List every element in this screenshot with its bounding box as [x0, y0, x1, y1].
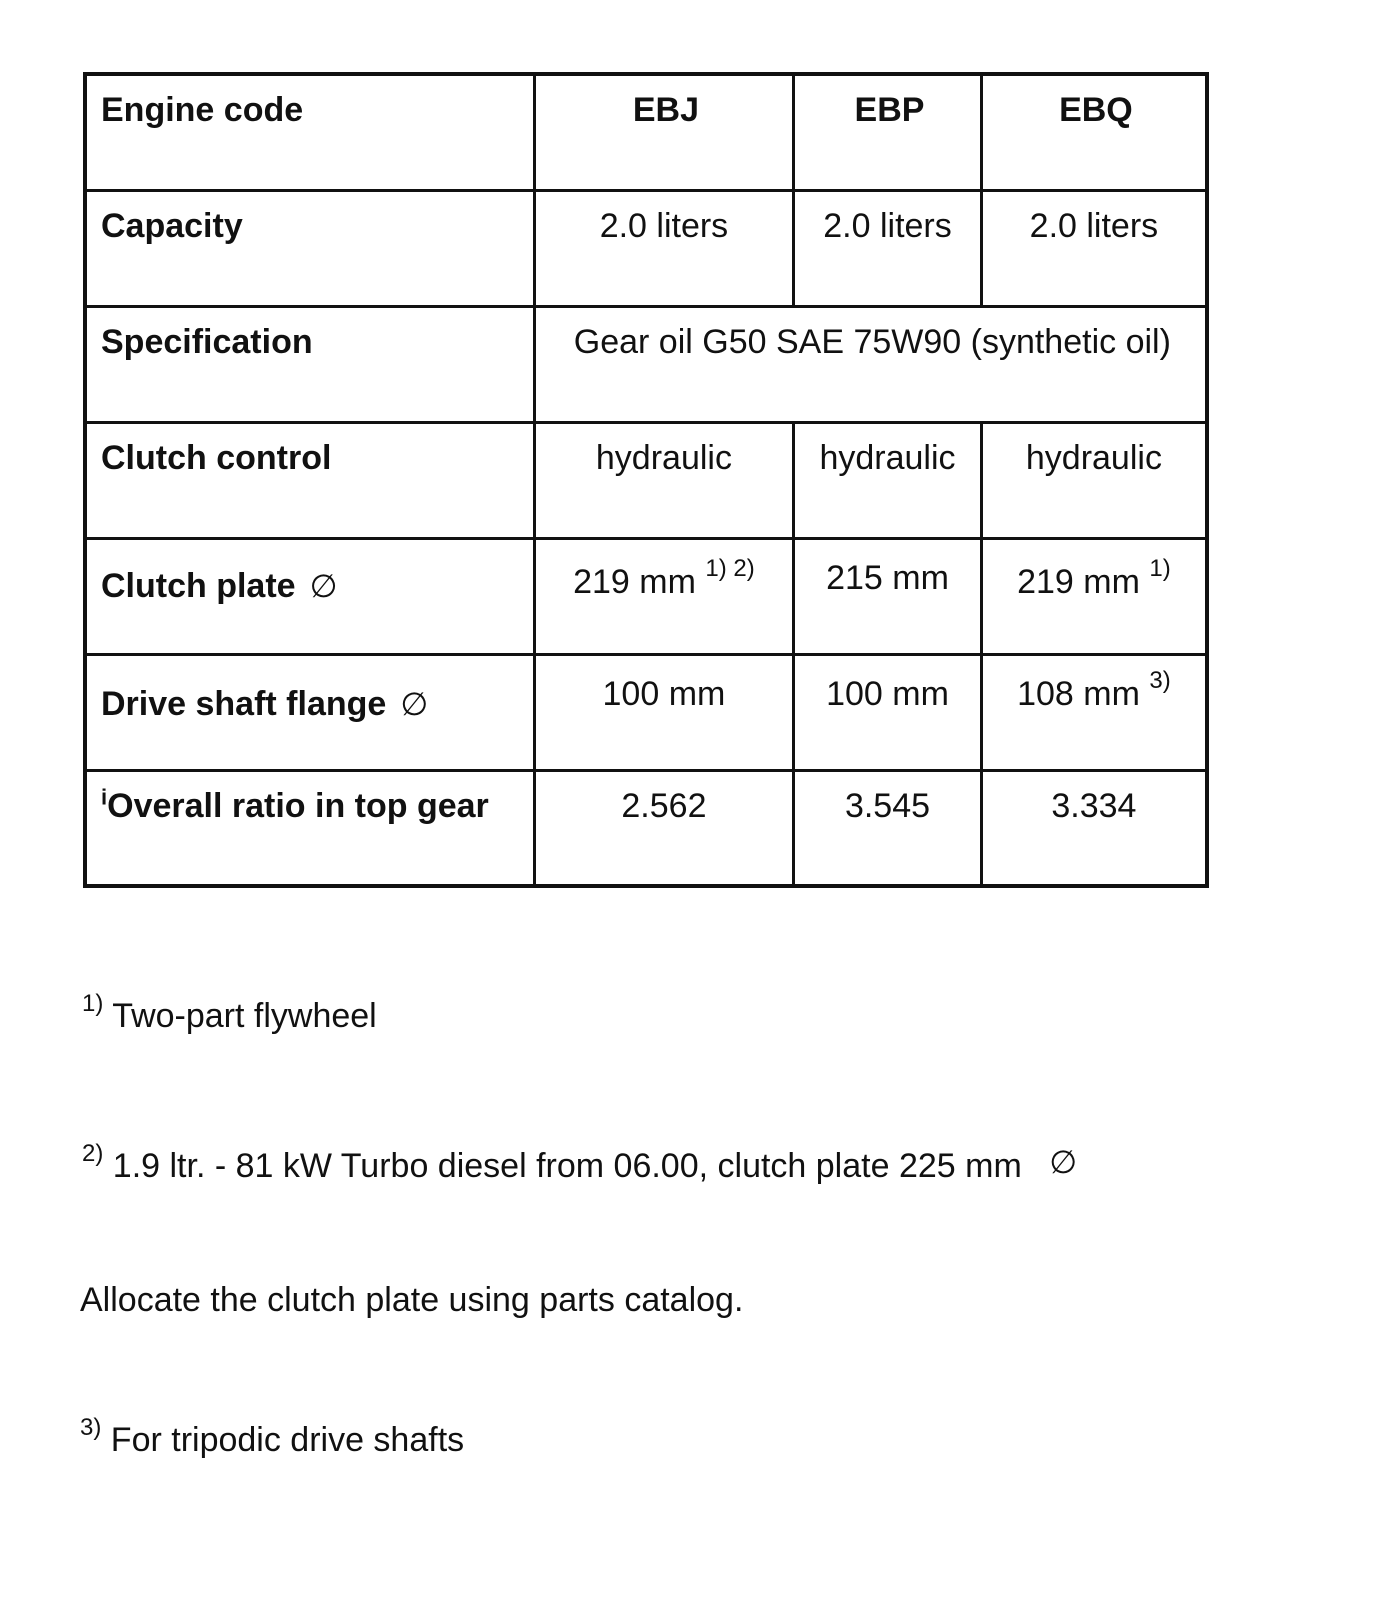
capacity-ebj: 2.0 liters	[534, 190, 793, 306]
table-row-clutch-plate	[85, 538, 1207, 654]
footnote-2-marker: 2)	[82, 1139, 104, 1167]
diameter-icon: ∅	[309, 567, 338, 604]
drive-shaft-flange-label: Drive shaft flange	[101, 684, 387, 723]
footnote-2	[82, 1139, 1078, 1186]
allocate-note: Allocate the clutch plate using parts catalog.	[80, 1281, 744, 1319]
footnote-2-text: 1.9 ltr. - 81 kW Turbo diesel from 06.00, clutch plate 225 mm	[112, 1147, 1022, 1185]
footnote-3	[80, 1413, 465, 1460]
footnote-1-text: Two-part flywheel	[112, 997, 377, 1035]
drive-shaft-flange-ebq: 108 mm	[1017, 674, 1140, 713]
engine-code-ebp: EBP	[794, 74, 982, 190]
clutch-control-label: Clutch control	[85, 422, 534, 538]
clutch-control-ebq: hydraulic	[981, 422, 1207, 538]
capacity-label: Capacity	[85, 190, 534, 306]
diameter-icon: ∅	[1049, 1144, 1078, 1180]
drive-shaft-flange-cell	[85, 654, 534, 770]
table-row-engine-code	[85, 74, 1207, 190]
table-row-drive-shaft-flange	[85, 654, 1207, 770]
capacity-ebp: 2.0 liters	[794, 190, 982, 306]
clutch-plate-ebp-cell	[794, 538, 982, 654]
overall-ratio-label: Overall ratio in top gear	[107, 786, 489, 825]
drive-shaft-flange-ebq-note: 3)	[1149, 667, 1171, 695]
engine-code-ebq: EBQ	[981, 74, 1207, 190]
clutch-plate-cell	[85, 538, 534, 654]
overall-ratio-ebj: 2.562	[534, 770, 793, 886]
footnote-3-marker: 3)	[80, 1413, 102, 1441]
specification-label: Specification	[85, 306, 534, 422]
clutch-plate-ebj-note: 1) 2)	[705, 555, 755, 583]
overall-ratio-prefix: i	[101, 784, 108, 810]
overall-ratio-ebq: 3.334	[981, 770, 1207, 886]
table-row-specification	[85, 306, 1207, 422]
drive-shaft-flange-ebj: 100 mm	[534, 654, 793, 770]
clutch-control-ebj: hydraulic	[534, 422, 793, 538]
clutch-control-ebp: hydraulic	[794, 422, 982, 538]
overall-ratio-cell	[85, 770, 534, 886]
engine-code-label: Engine code	[85, 74, 534, 190]
clutch-plate-ebp: 215 mm	[826, 558, 949, 597]
table-row-clutch-control	[85, 422, 1207, 538]
clutch-plate-ebj: 219 mm	[573, 562, 696, 601]
clutch-plate-ebj-cell	[534, 538, 793, 654]
engine-code-ebj: EBJ	[534, 74, 793, 190]
drive-shaft-flange-ebp: 100 mm	[794, 654, 982, 770]
clutch-plate-ebq-cell	[981, 538, 1207, 654]
capacity-ebq: 2.0 liters	[981, 190, 1207, 306]
footnote-1	[82, 989, 377, 1036]
footnote-3-text: For tripodic drive shafts	[110, 1421, 465, 1459]
overall-ratio-ebp: 3.545	[794, 770, 982, 886]
footnote-1-marker: 1)	[82, 989, 104, 1017]
engine-spec-table	[83, 72, 1209, 888]
diameter-icon: ∅	[400, 685, 429, 722]
table-row-overall-ratio	[85, 770, 1207, 886]
specification-value: Gear oil G50 SAE 75W90 (synthetic oil)	[534, 306, 1207, 422]
clutch-plate-ebq: 219 mm	[1017, 562, 1140, 601]
clutch-plate-label: Clutch plate	[101, 566, 296, 605]
table-row-capacity	[85, 190, 1207, 306]
clutch-plate-ebq-note: 1)	[1149, 555, 1171, 583]
drive-shaft-flange-ebq-cell	[981, 654, 1207, 770]
